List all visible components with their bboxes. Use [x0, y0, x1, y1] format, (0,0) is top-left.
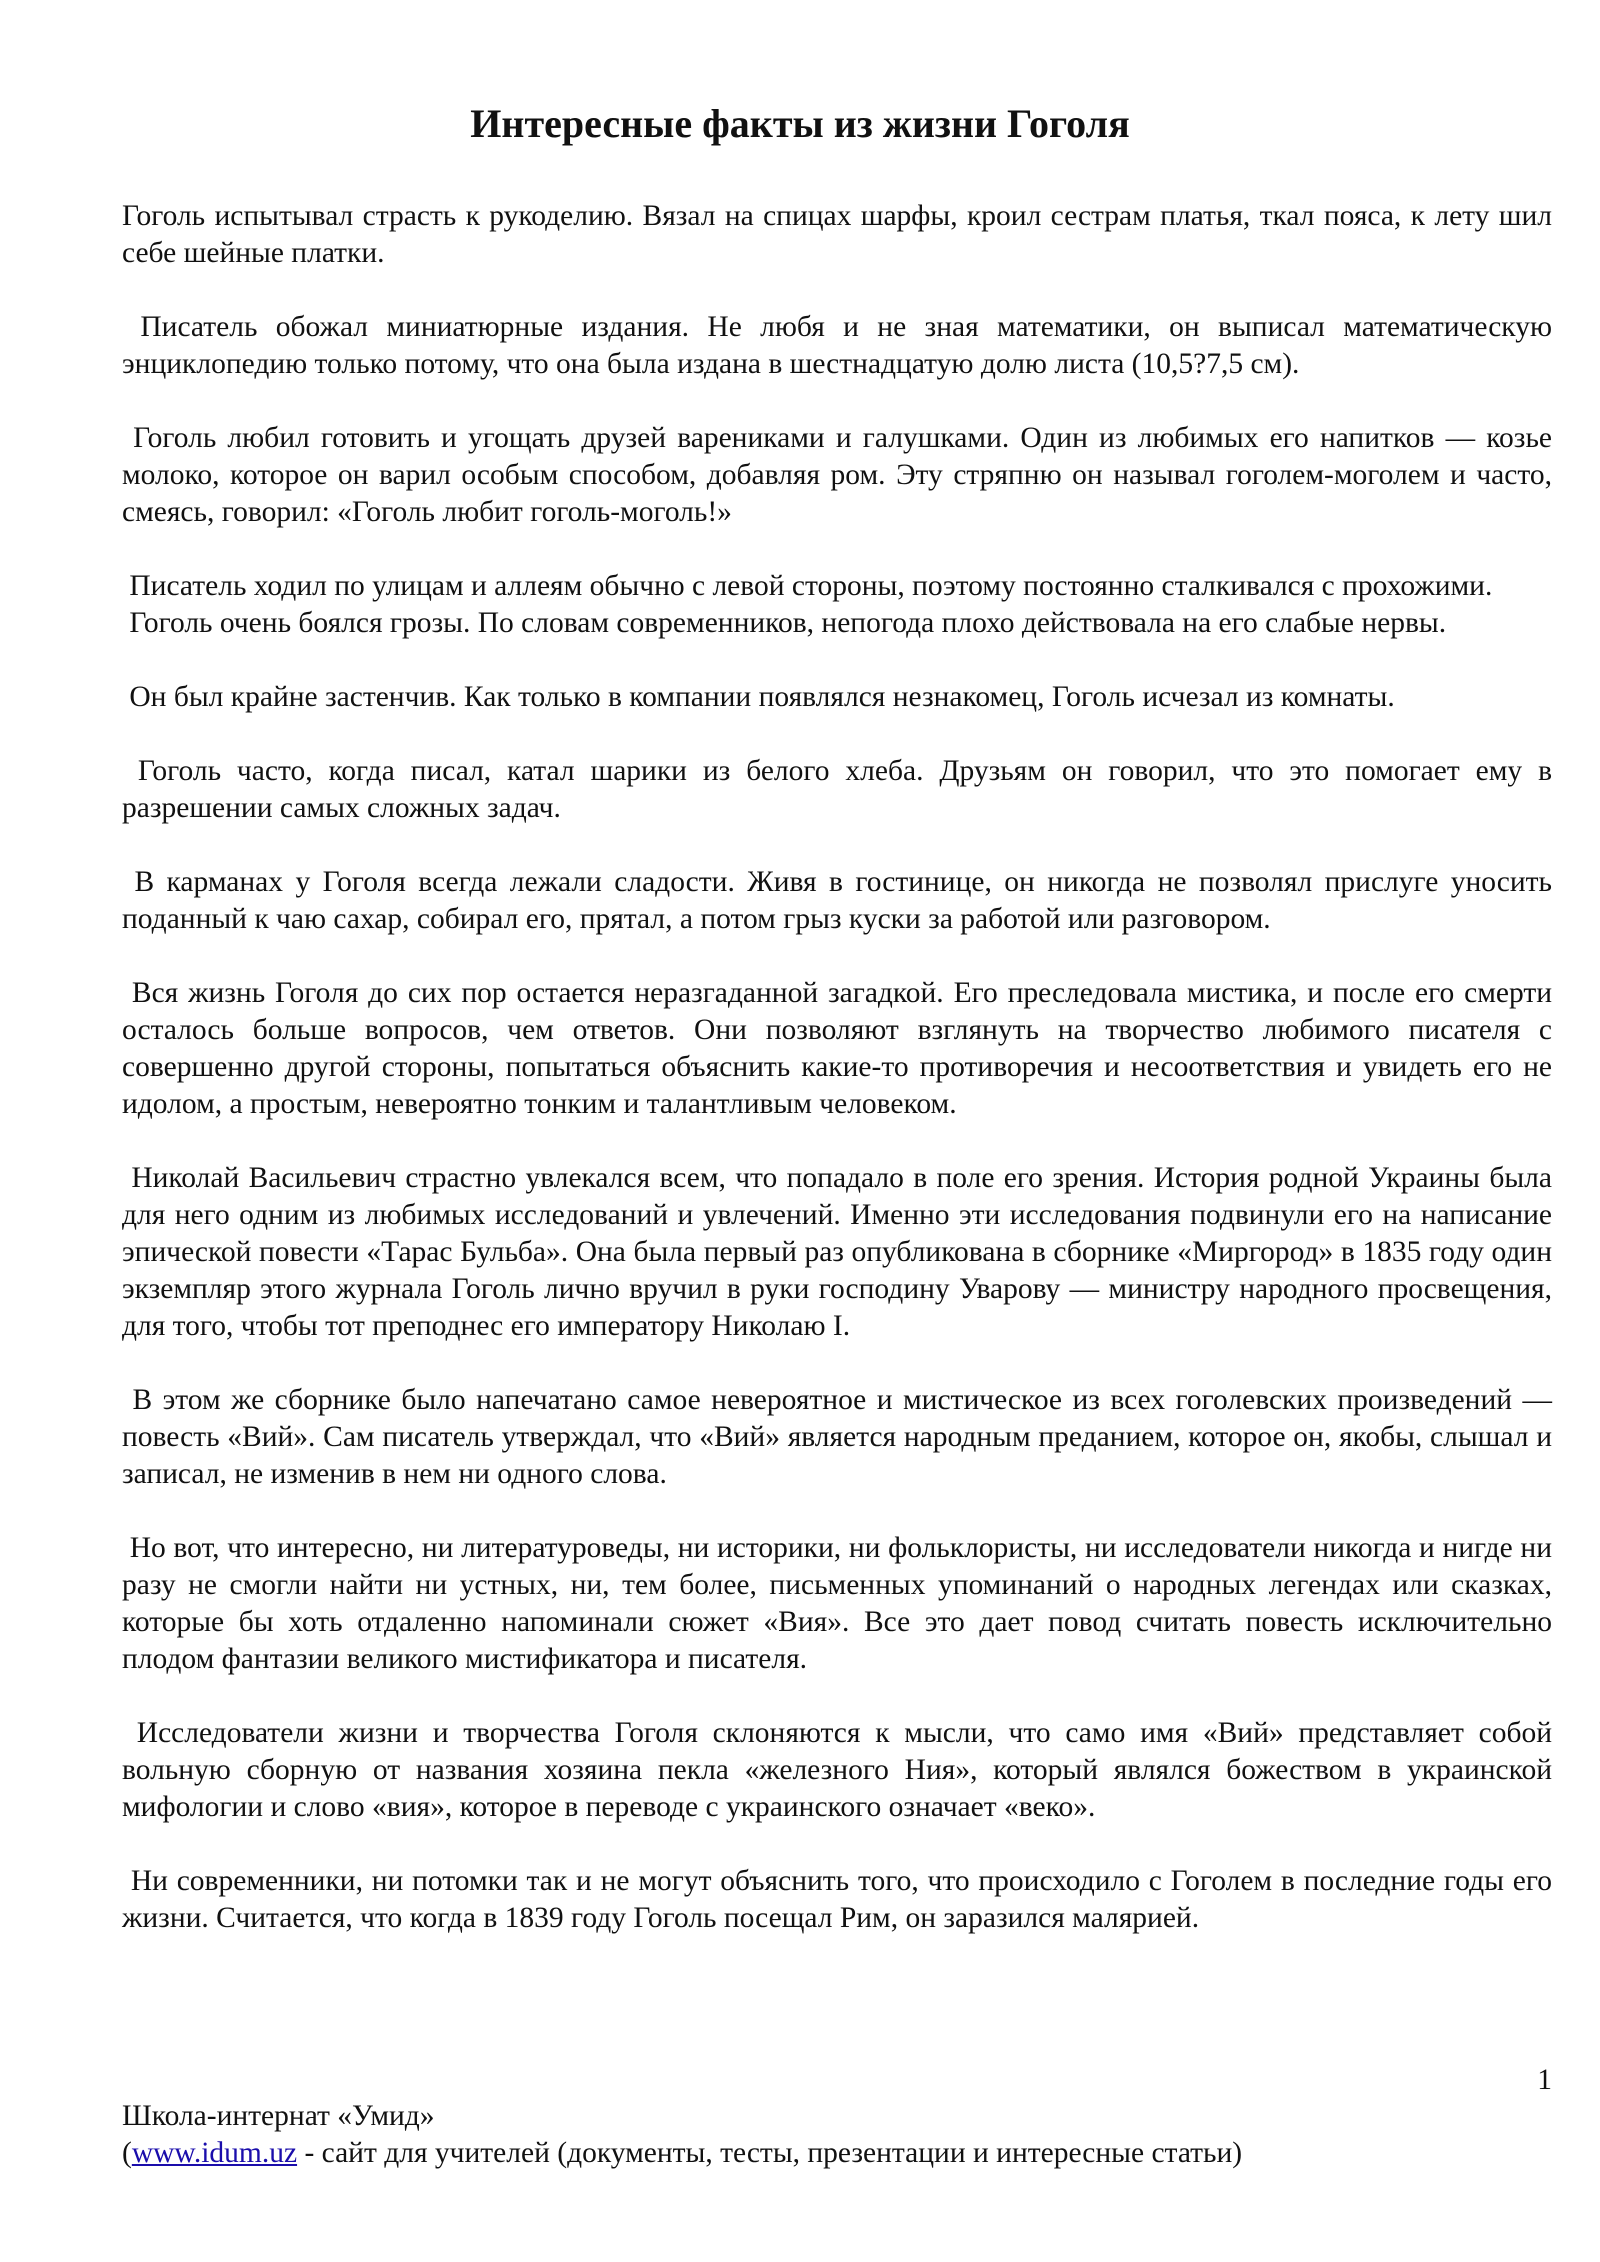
- page-footer: [122, 2098, 1242, 2172]
- footer-site-link[interactable]: www.idum.uz: [131, 2137, 298, 2169]
- paragraph: В этом же сборнике было напечатано самое невероятное и мистическое из всех гоголевских произведений — повесть «Вий». Сам писатель утверждал, что «Вий» является народным преданием, которое он, якобы, слышал и записал, не изменив в нем ни одного слова.: [122, 1384, 1560, 1490]
- paragraph: Гоголь испытывал страсть к рукоделию. Вязал на спицах шарфы, кроил сестрам платья, ткал пояса, к лету шил себе шейные платки.: [122, 200, 1560, 269]
- paragraph: Писатель обожал миниатюрные издания. Не любя и не зная математики, он выписал математическую энциклопедию только потому, что она была издана в шестнадцатую долю листа (10,5?7,5 см).: [122, 311, 1560, 380]
- paragraph: Вся жизнь Гоголя до сих пор остается неразгаданной загадкой. Его преследовала мистика, и после его смерти осталось больше вопросов, чем ответов. Они позволяют взглянуть на творчество любимого писателя с совершенно другой стороны, попытаться объяснить какие-то противоречия и несоответствия и увидеть его не идолом, а простым, невероятно тонким и талантливым человеком.: [122, 977, 1560, 1120]
- footer-open-paren: (: [122, 2137, 132, 2169]
- document-body: [122, 198, 1560, 1937]
- paragraph: Он был крайне застенчив. Как только в компании появлялся незнакомец, Гоголь исчезал из комнаты.: [122, 681, 1395, 713]
- paragraph: Гоголь часто, когда писал, катал шарики из белого хлеба. Друзьям он говорил, что это помогает ему в разрешении самых сложных задач.: [122, 755, 1560, 824]
- paragraph: Гоголь очень боялся грозы. По словам современников, непогода плохо действовала на его слабые нервы.: [122, 607, 1447, 639]
- footer-site-line: [122, 2135, 1242, 2172]
- page-number: 1: [1537, 2064, 1552, 2096]
- paragraph: В карманах у Гоголя всегда лежали сладости. Живя в гостинице, он никогда не позволял прислуге уносить поданный к чаю сахар, собирал его, прятал, а потом грыз куски за работой или разговором.: [122, 866, 1560, 935]
- paragraph: Николай Васильевич страстно увлекался всем, что попадало в поле его зрения. История родной Украины была для него одним из любимых исследований и увлечений. Именно эти исследования подвинули его на написание эпической повести «Тарас Бульба». Она была первый раз опубликована в сборнике «Миргород» в 1835 году один экземпляр этого журнала Гоголь лично вручил в руки господину Уварову — министру народного просвещения, для того, чтобы тот преподнес его императору Николаю I.: [122, 1162, 1560, 1342]
- paragraph: Ни современники, ни потомки так и не могут объяснить того, что происходило с Гоголем в последние годы его жизни. Считается, что когда в 1839 году Гоголь посещал Рим, он заразился малярией.: [122, 1865, 1560, 1934]
- paragraph: Исследователи жизни и творчества Гоголя склоняются к мысли, что само имя «Вий» представляет собой вольную сборную от названия хозяина пекла «железного Ния», который являлся божеством в украинской мифологии и слово «вия», которое в переводе с украинского означает «веко».: [122, 1717, 1560, 1823]
- paragraph: Гоголь любил готовить и угощать друзей варениками и галушками. Один из любимых его напитков — козье молоко, которое он варил особым способом, добавляя ром. Эту стряпню он называл гоголем-моголем и часто, смеясь, говорил: «Гоголь любит гоголь-моголь!»: [122, 422, 1560, 528]
- paragraph: Писатель ходил по улицам и аллеям обычно с левой стороны, поэтому постоянно сталкивался с прохожими.: [122, 570, 1493, 602]
- document-title: Интересные факты из жизни Гоголя: [470, 101, 1130, 146]
- footer-site-description: - сайт для учителей (документы, тесты, презентации и интересные статьи): [297, 2137, 1243, 2169]
- paragraph: Но вот, что интересно, ни литературоведы, ни историки, ни фольклористы, ни исследователи никогда и нигде ни разу не смогли найти ни устных, ни, тем более, письменных упоминаний о народных легендах или сказках, которые бы хоть отдаленно напоминали сюжет «Вия». Все это дает повод считать повесть исключительно плодом фантазии великого мистификатора и писателя.: [122, 1532, 1560, 1675]
- footer-school-name: Школа-интернат «Умид»: [122, 2100, 435, 2132]
